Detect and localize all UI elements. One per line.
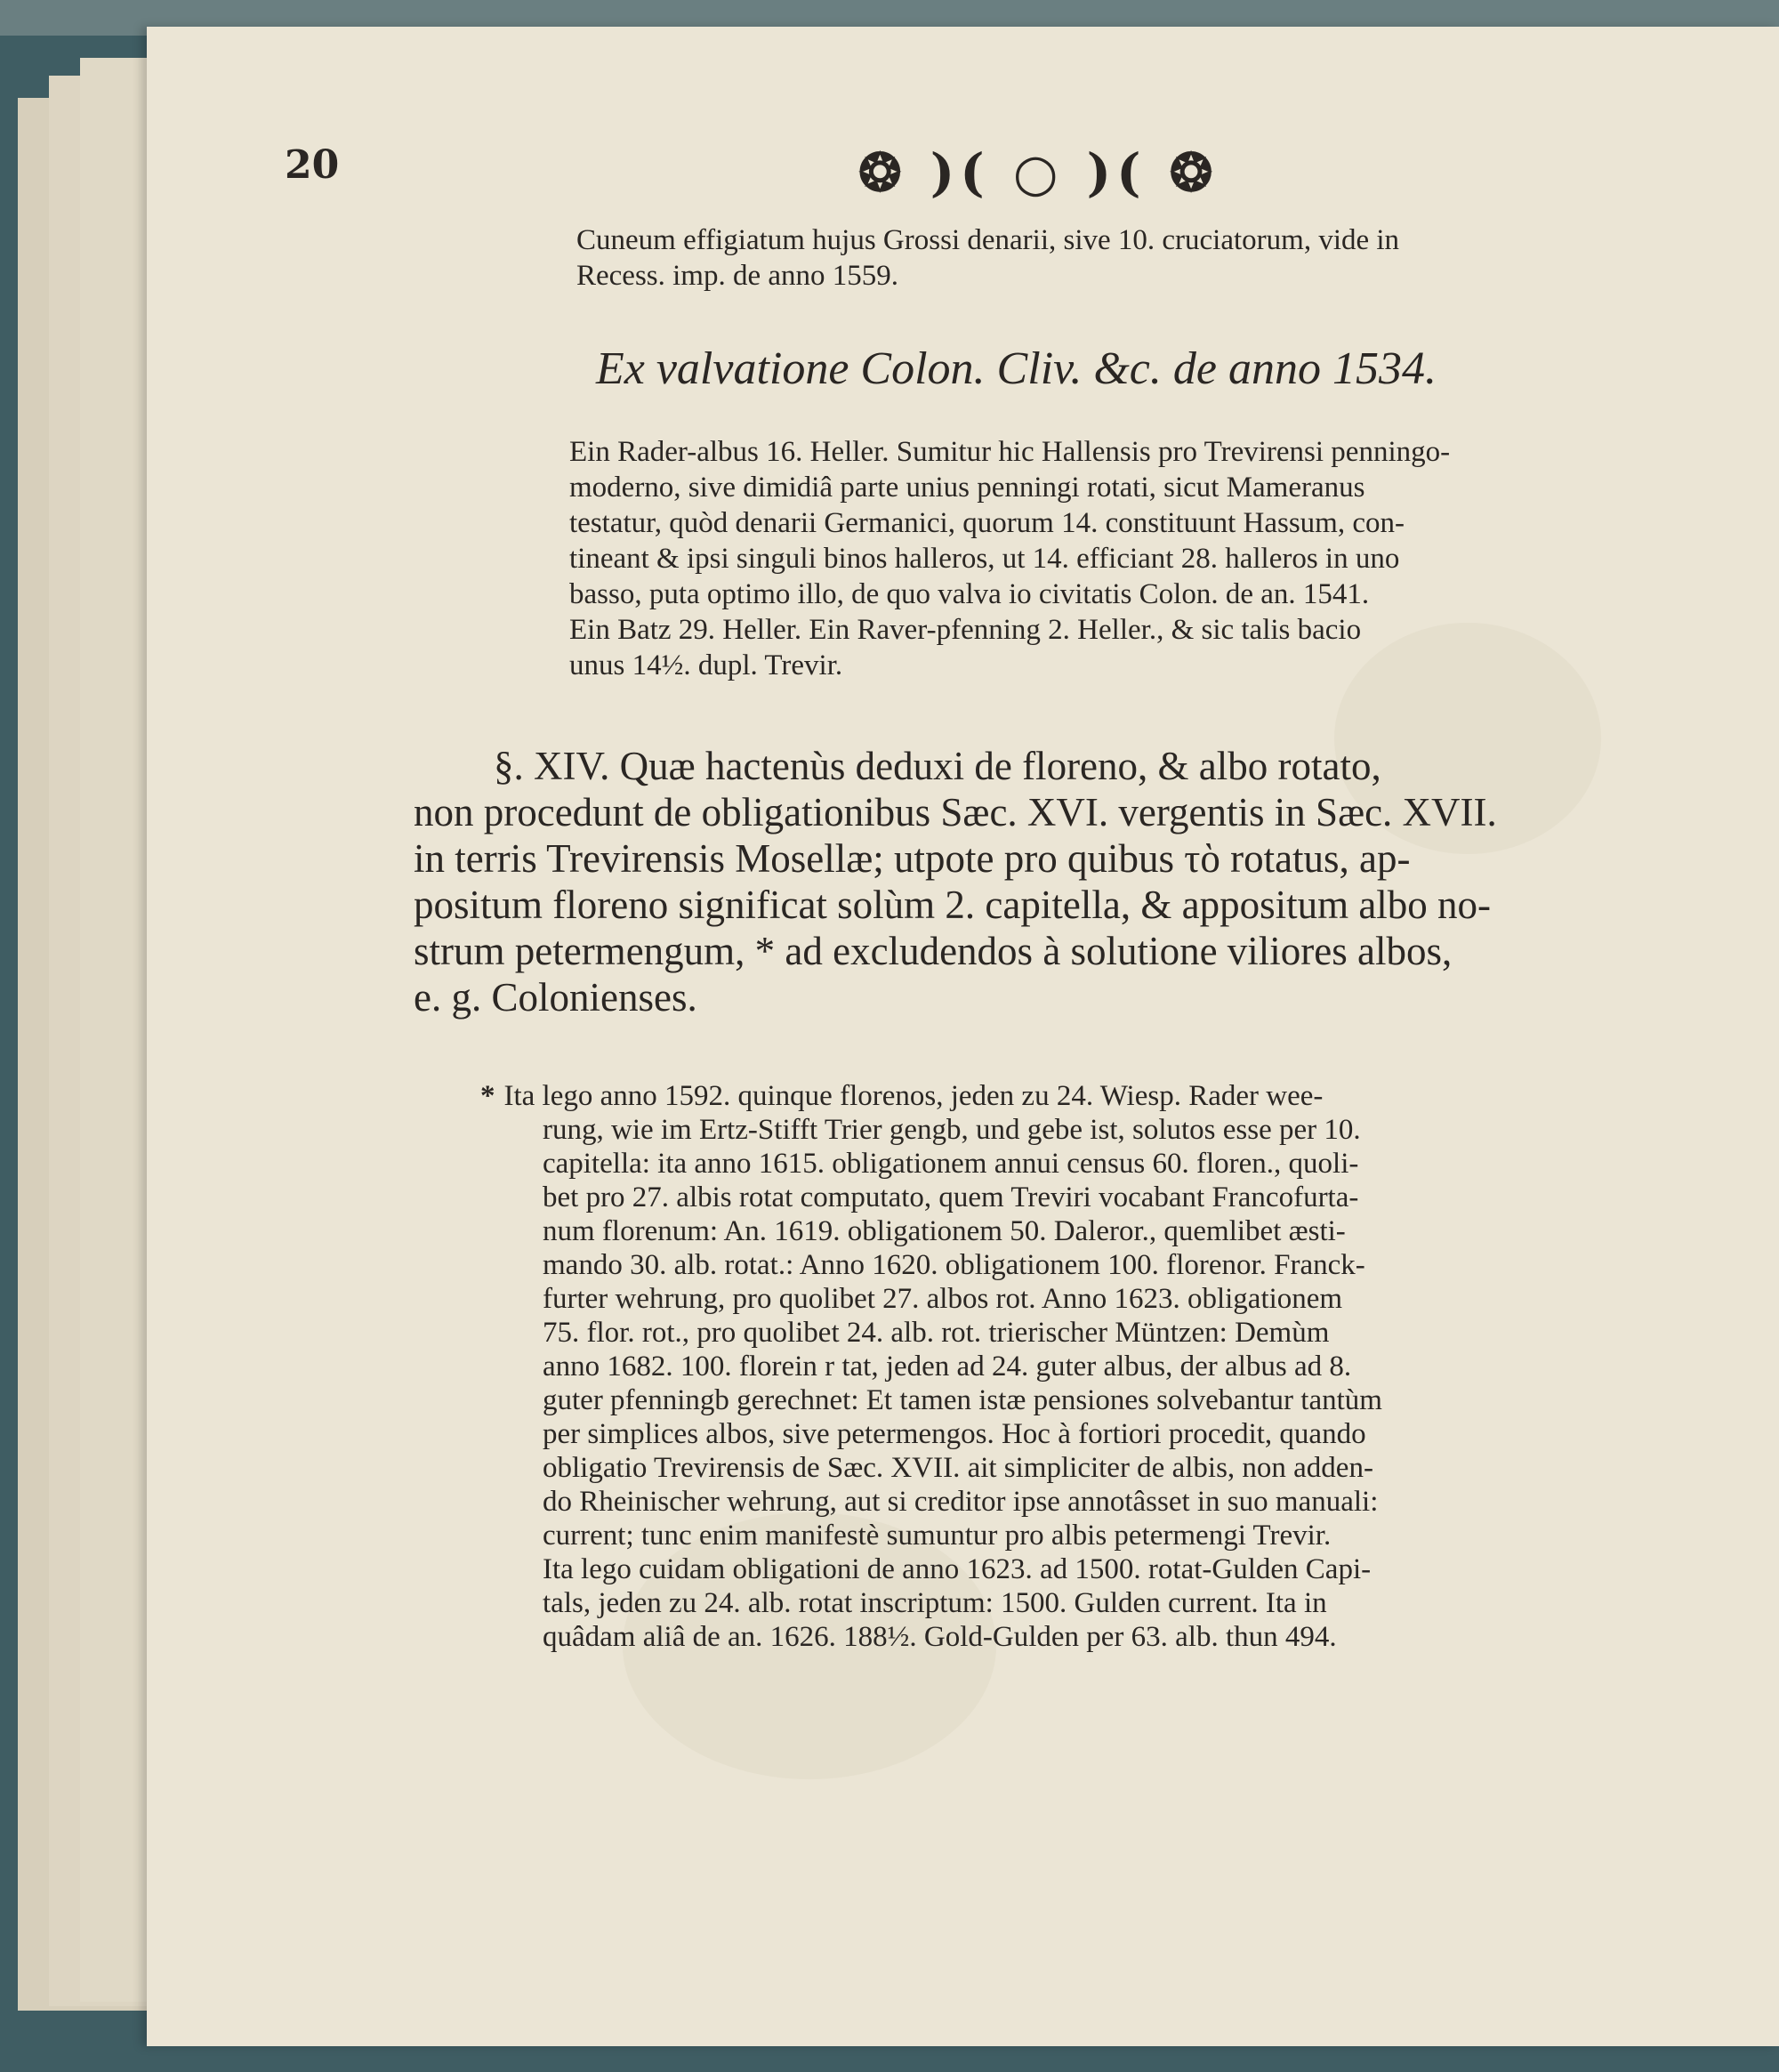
footnote-line: per simplices albos, sive petermengos. Hoc à fortiori procedit, quando [543, 1418, 1366, 1450]
footnote-line: tals, jeden zu 24. alb. rotat inscriptum: 1500. Gulden current. Ita in [543, 1587, 1327, 1619]
page-number: 20 [285, 142, 340, 188]
valuation-line: basso, puta optimo illo, de quo valva io civitatis Colon. de an. 1541. [569, 578, 1370, 610]
paragraph-line: non procedunt de obligationibus Sæc. XVI. vergentis in Sæc. XVII. [414, 790, 1497, 834]
footnote-line: 75. flor. rot., pro quolibet 24. alb. rot. trierischer Müntzen: Demùm [543, 1317, 1330, 1349]
valuation-line: Ein Rader-albus 16. Heller. Sumitur hic Hallensis pro Trevirensi penningo- [569, 436, 1451, 468]
footnote-line: mando 30. alb. rotat.: Anno 1620. obligationem 100. florenor. Franck- [543, 1249, 1365, 1281]
book-page [147, 27, 1779, 2046]
valuation-line: Ein Batz 29. Heller. Ein Raver-pfenning 2. Heller., & sic talis bacio [569, 614, 1362, 646]
footnote-line: obligatio Trevirensis de Sæc. XVII. ait simpliciter de albis, non adden- [543, 1452, 1373, 1484]
note-line: Recess. imp. de anno 1559. [576, 260, 899, 292]
paragraph-line: positum floreno significat solùm 2. capitella, & appositum albo no- [414, 883, 1492, 927]
footnote-line: guter pfenningb gerechnet: Et tamen istæ pensiones solvebantur tantùm [543, 1384, 1382, 1416]
footnote-line: current; tunc enim manifestè sumuntur pro albis petermengi Trevir. [543, 1520, 1332, 1552]
footnote-text: Ita lego anno 1592. quinque florenos, jeden zu 24. Wiesp. Rader wee- [503, 1080, 1324, 1112]
footnote-line: capitella: ita anno 1615. obligationem annui census 60. floren., quoli- [543, 1148, 1359, 1180]
valuation-block [569, 434, 1628, 683]
footnote-line [480, 1079, 1623, 1113]
valuation-line: moderno, sive dimidiâ parte unius penningi rotati, sicut Mameranus [569, 472, 1365, 504]
valuation-line: testatur, quòd denarii Germanici, quorum 14. constituunt Hassum, con- [569, 507, 1405, 539]
footnote-line: furter wehrung, pro quolibet 27. albos rot. Anno 1623. obligationem [543, 1283, 1343, 1315]
paragraph-line: e. g. Colonienses. [414, 975, 697, 1020]
footnote [480, 1079, 1623, 1654]
footnote-line: bet pro 27. albis rotat computato, quem Treviri vocabant Francofurta- [543, 1181, 1359, 1213]
valuation-line: unus 14½. dupl. Trevir. [569, 649, 843, 681]
footnote-line: num florenum: An. 1619. obligationem 50. Daleror., quemlibet æsti- [543, 1215, 1346, 1247]
footnote-line: do Rheinischer wehrung, aut si creditor ipse annotâsset in suo manuali: [543, 1486, 1379, 1518]
note-line: Cuneum effigiatum hujus Grossi denarii, sive 10. cruciatorum, vide in [576, 224, 1400, 256]
paragraph-line: §. XIV. Quæ hactenùs deduxi de floreno, & albo rotato, [494, 744, 1381, 788]
section-heading: Ex valvatione Colon. Cliv. &c. de anno 1534. [596, 343, 1437, 394]
paragraph-line: in terris Trevirensis Mosellæ; utpote pro quibus τὸ rotatus, ap- [414, 836, 1411, 881]
valuation-line: tineant & ipsi singuli binos halleros, ut 14. efficiant 28. halleros in uno [569, 543, 1400, 575]
footnote-line: quâdam aliâ de an. 1626. 188½. Gold-Gulden per 63. alb. thun 494. [543, 1621, 1337, 1653]
note-top [576, 222, 1626, 294]
footnote-mark: * [480, 1080, 495, 1112]
footnote-line: anno 1682. 100. florein r tat, jeden ad 24. guter albus, der albus ad 8. [543, 1350, 1352, 1383]
footnote-line: rung, wie im Ertz-Stifft Trier gengb, und gebe ist, solutos esse per 10. [543, 1114, 1361, 1146]
footnote-line: Ita lego cuidam obligationi de anno 1623. ad 1500. rotat-Gulden Capi- [543, 1553, 1372, 1585]
header-ornament: ❂ )( ○ )( ❂ [858, 142, 1219, 203]
main-paragraph [414, 743, 1614, 1020]
paragraph-line: strum petermengum, * ad excludendos à solutione viliores albos, [414, 929, 1453, 973]
